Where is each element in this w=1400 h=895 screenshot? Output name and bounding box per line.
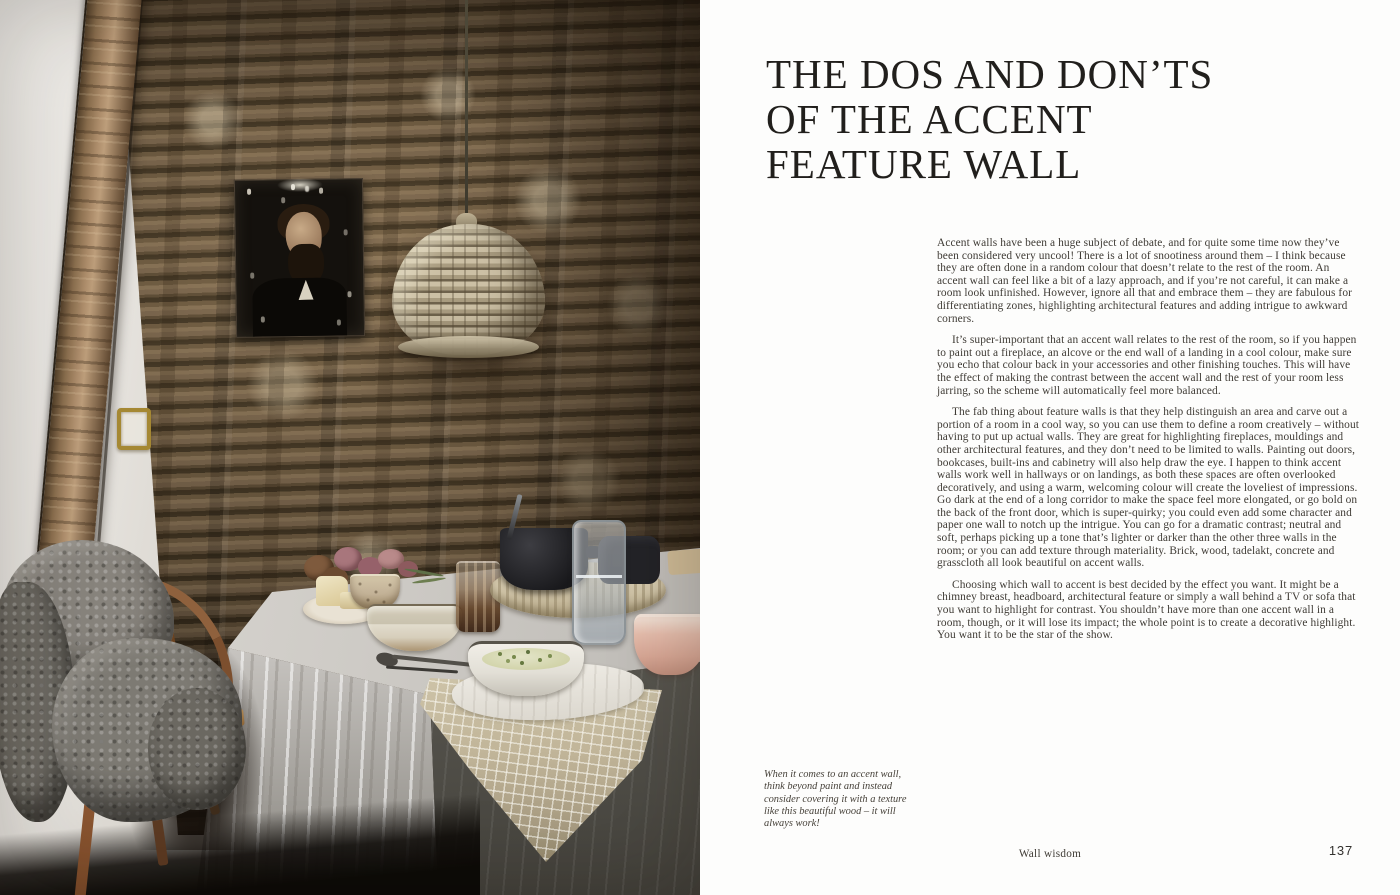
paragraph: Accent walls have been a huge subject of debate, and for quite some time now they’ve been considered very uncool! There is a lot of snootiness around them – I think because they are often done in a random colour that doesn’t relate to the rest of the room. An accent wall can feel like a bit of a lazy approach, and if you’re not careful, it can make a room look unfinished. However, ignore all that and embrace them – they are fabulous for differentiating zones, highlighting architectural features and adding intrigue to awkward corners. xyxy=(937,237,1353,325)
portrait-scratch-blotch xyxy=(277,178,323,193)
running-footer: Wall wisdom xyxy=(1018,848,1082,860)
flower-sprig xyxy=(412,577,446,585)
pendant-cord xyxy=(465,0,468,230)
pendant-rim xyxy=(398,336,539,358)
paragraph: Choosing which wall to accent is best decided by the effect you want. It might be a chimney breast, headboard, architectural feature or simply a wall behind a TV or sofa that you want to highlight for contrast. You shouldn’t have more than one accent wall in a room, though, or it will lose its impact; the whole point is to create a decorative highlight. You want it to be the star of the show. xyxy=(937,578,1356,642)
page-title xyxy=(766,52,1366,187)
text-page xyxy=(700,0,1400,895)
title-line-1: THE DOS AND DON’TS xyxy=(766,51,1214,97)
pink-bowl xyxy=(634,614,700,675)
article-body xyxy=(937,237,1359,651)
title-line-3: FEATURE WALL xyxy=(766,141,1082,187)
page-number: 137 xyxy=(1328,843,1353,858)
food-contents xyxy=(482,648,570,670)
peas-garnish xyxy=(498,652,502,656)
paragraph: The fab thing about feature walls is that they help distinguish an area and carve out a portion of a room in a cool way, so you can use them to define a room creatively – without having to put up actual walls. They are great for highlighting fireplaces, mouldings and other architectural features, and they don’t need to be limited to walls. Painting out doors, bookcases, built-ins and cabinetry will also help draw the eye. I happen to think accent walls work well in hallways or on landings, as both these spaces are often overlooked decoratively, and using a warm, welcoming colour will create the loveliest of impressions. Go dark at the end of a long corridor to make the space feel more elongated, or go bold on the back of the front door, which is super-quirky; you could even add some character and paper one wall to notch up the intrigue. You can go for a dramatic contrast; neutral and soft, perhaps picking up a tone that’s lighter or darker than the other three walls in the room; or you can add texture through materiality. Brick, wood, tadelakt, concrete and grasscloth all look beautiful on accent walls. xyxy=(937,406,1360,570)
glass-carafe xyxy=(572,520,626,645)
photo-caption: When it comes to an accent wall, think beyond paint and instead consider covering it with a texture like this beautiful wood – it will always work! xyxy=(764,769,907,830)
paragraph: It’s super-important that an accent wall relates to the rest of the room, so if you happen to paint out a fireplace, an alcove or the end wall of a landing in a cool colour, make sure you echo that colour back in your accessories and other finishing touches. This will have the effect of making the contrast between the accent wall and the rest of your room less jarring, so the scheme will automatically feel more balanced. xyxy=(937,334,1357,397)
brass-latch xyxy=(117,408,151,450)
portrait-scratches xyxy=(247,189,251,195)
vintage-portrait-photo xyxy=(234,178,365,338)
title-line-2: OF THE ACCENT xyxy=(766,96,1093,142)
bread-board-edge xyxy=(667,549,700,575)
knit-blanket-fold xyxy=(148,688,246,810)
portrait-suit xyxy=(252,277,347,336)
